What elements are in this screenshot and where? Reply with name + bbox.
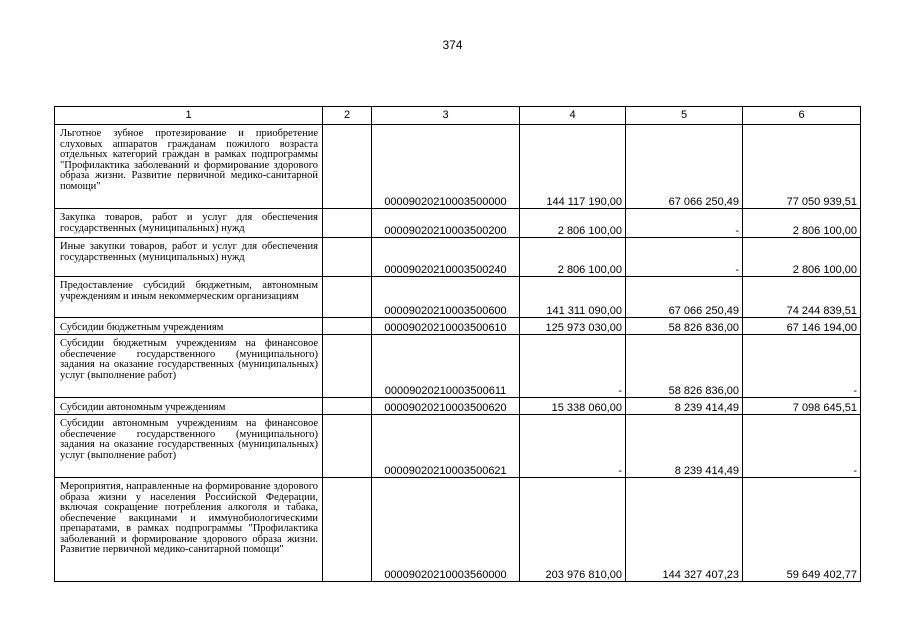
table-row bbox=[55, 318, 861, 335]
row-name: Субсидии бюджетным учреждениям bbox=[55, 318, 323, 335]
row-name: Субсидии автономным учреждениям на финансовое обеспечение государственного (муниципального) задания на оказание государственных (муниципальных) услуг (выполнение работ) bbox=[55, 415, 323, 478]
row-amount-6: 2 806 100,00 bbox=[743, 209, 861, 238]
row-code: 00009020210003560000 bbox=[372, 478, 520, 582]
table-row bbox=[55, 415, 861, 478]
row-col2 bbox=[323, 478, 372, 582]
row-amount-5: 8 239 414,49 bbox=[626, 415, 743, 478]
row-amount-6: 67 146 194,00 bbox=[743, 318, 861, 335]
row-name: Предоставление субсидий бюджетным, автономным учреждениям и иным некоммерческим организациям bbox=[55, 277, 323, 318]
row-code: 00009020210003500621 bbox=[372, 415, 520, 478]
column-header-5: 5 bbox=[626, 107, 743, 125]
row-amount-4: 144 117 190,00 bbox=[520, 125, 626, 209]
row-code: 00009020210003500620 bbox=[372, 398, 520, 415]
table-header-row bbox=[55, 107, 861, 125]
column-header-4: 4 bbox=[520, 107, 626, 125]
row-amount-5: - bbox=[626, 209, 743, 238]
row-col2 bbox=[323, 209, 372, 238]
row-name: Иные закупки товаров, работ и услуг для обеспечения государственных (муниципальных) нужд bbox=[55, 238, 323, 277]
row-amount-4: 2 806 100,00 bbox=[520, 209, 626, 238]
column-header-3: 3 bbox=[372, 107, 520, 125]
row-amount-4: 125 973 030,00 bbox=[520, 318, 626, 335]
column-header-1: 1 bbox=[55, 107, 323, 125]
row-code: 00009020210003500610 bbox=[372, 318, 520, 335]
row-name: Субсидии бюджетным учреждениям на финансовое обеспечение государственного (муниципального) задания на оказание государственных (муниципальных) услуг (выполнение работ) bbox=[55, 335, 323, 398]
table-row bbox=[55, 398, 861, 415]
row-col2 bbox=[323, 398, 372, 415]
row-amount-6: 7 098 645,51 bbox=[743, 398, 861, 415]
row-col2 bbox=[323, 335, 372, 398]
row-amount-6: - bbox=[743, 415, 861, 478]
row-amount-4: 203 976 810,00 bbox=[520, 478, 626, 582]
row-col2 bbox=[323, 125, 372, 209]
row-amount-4: 2 806 100,00 bbox=[520, 238, 626, 277]
row-amount-5: 8 239 414,49 bbox=[626, 398, 743, 415]
row-name: Льготное зубное протезирование и приобретение слуховых аппаратов гражданам пожилого возраста отдельных категорий граждан в рамках подпрограммы "Профилактика заболеваний и формирование здорового образа жизни. Развитие первичной медико-санитарной помощи" bbox=[55, 125, 323, 209]
row-amount-6: 59 649 402,77 bbox=[743, 478, 861, 582]
row-amount-6: 74 244 839,51 bbox=[743, 277, 861, 318]
row-amount-5: 144 327 407,23 bbox=[626, 478, 743, 582]
page-number: 374 bbox=[442, 38, 463, 52]
table-row bbox=[55, 209, 861, 238]
row-name: Закупка товаров, работ и услуг для обеспечения государственных (муниципальных) нужд bbox=[55, 209, 323, 238]
row-col2 bbox=[323, 318, 372, 335]
table-row bbox=[55, 478, 861, 582]
row-amount-6: 77 050 939,51 bbox=[743, 125, 861, 209]
row-col2 bbox=[323, 415, 372, 478]
row-name: Субсидии автономным учреждениям bbox=[55, 398, 323, 415]
row-code: 00009020210003500611 bbox=[372, 335, 520, 398]
row-amount-4: - bbox=[520, 335, 626, 398]
row-col2 bbox=[323, 277, 372, 318]
row-code: 00009020210003500600 bbox=[372, 277, 520, 318]
column-header-6: 6 bbox=[743, 107, 861, 125]
table-row bbox=[55, 277, 861, 318]
row-amount-5: 58 826 836,00 bbox=[626, 335, 743, 398]
table-row bbox=[55, 238, 861, 277]
row-amount-5: 67 066 250,49 bbox=[626, 125, 743, 209]
row-amount-4: - bbox=[520, 415, 626, 478]
row-amount-4: 15 338 060,00 bbox=[520, 398, 626, 415]
budget-table bbox=[54, 106, 861, 582]
column-header-2: 2 bbox=[323, 107, 372, 125]
row-code: 00009020210003500200 bbox=[372, 209, 520, 238]
row-amount-5: - bbox=[626, 238, 743, 277]
row-col2 bbox=[323, 238, 372, 277]
row-amount-6: 2 806 100,00 bbox=[743, 238, 861, 277]
row-name: Мероприятия, направленные на формирование здорового образа жизни у населения Российской Федерации, включая сокращение потребления алкоголя и табака, обеспечение вакцинами и иммунобиологическими препаратами, в рамках подпрограммы "Профилактика заболеваний и формирование здорового образа жизни. Развитие первичной медико-санитарной помощи" bbox=[55, 478, 323, 582]
row-amount-6: - bbox=[743, 335, 861, 398]
table-row bbox=[55, 125, 861, 209]
row-amount-4: 141 311 090,00 bbox=[520, 277, 626, 318]
row-amount-5: 67 066 250,49 bbox=[626, 277, 743, 318]
table-row bbox=[55, 335, 861, 398]
row-amount-5: 58 826 836,00 bbox=[626, 318, 743, 335]
row-code: 00009020210003500000 bbox=[372, 125, 520, 209]
row-code: 00009020210003500240 bbox=[372, 238, 520, 277]
